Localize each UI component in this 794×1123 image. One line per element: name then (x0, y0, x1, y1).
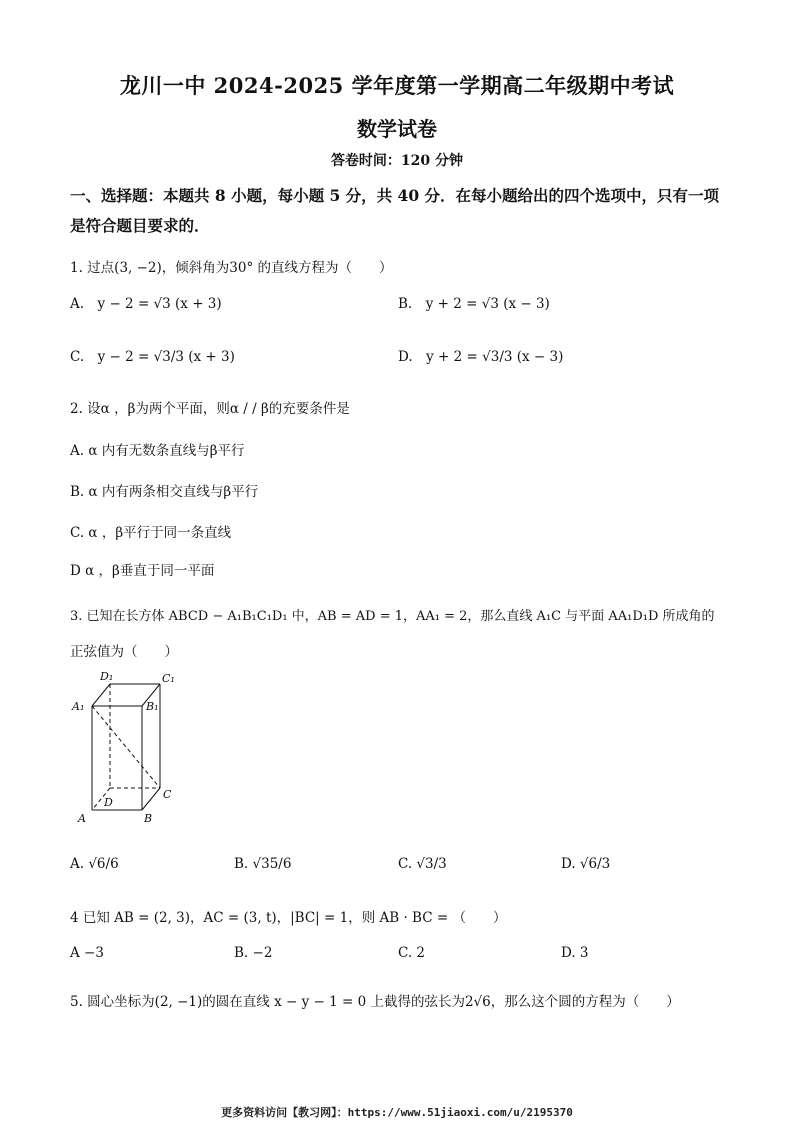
question-3-option-d: D. √6/3 (561, 856, 611, 872)
question-1-option-b: B. y + 2 = √3 (x − 3) (398, 296, 550, 312)
vertex-label-b1: B₁ (146, 700, 159, 713)
question-3-option-a: A. √6/6 (70, 856, 119, 872)
question-4-option-b: B. −2 (234, 945, 273, 961)
question-1-option-d: D. y + 2 = √3/3 (x − 3) (398, 349, 564, 365)
question-3-stem-line2: 正弦值为（ ） (70, 644, 178, 660)
section-instruction-line2: 是符合题目要求的． (70, 216, 210, 235)
question-4-stem: 4 已知 AB = (2, 3)，AC = (3, t)，|BC| = 1，则 AB · BC = （ ） (70, 910, 507, 926)
footer-link-text[interactable]: 更多资料访问【教习网】：https://www.51jiaoxi.com/u/2195370 (221, 1106, 573, 1119)
exam-time: 答卷时间：120 分钟 (330, 153, 464, 169)
question-2-option-a: A. α 内有无数条直线与β平行 (70, 443, 245, 459)
question-2-option-b: B. α 内有两条相交直线与β平行 (70, 484, 259, 500)
question-3-option-b: B. √35/6 (234, 856, 292, 872)
vertex-label-d: D (104, 796, 113, 809)
question-5-stem: 5. 圆心坐标为(2, −1)的圆在直线 x − y − 1 = 0 上截得的弦长为2√6，那么这个圆的方程为（ ） (70, 994, 680, 1010)
question-1-option-a: A. y − 2 = √3 (x + 3) (70, 296, 222, 312)
exam-subject: 数学试卷 (357, 117, 437, 141)
question-2-stem: 2. 设α ，β为两个平面，则α / / β的充要条件是 (70, 401, 350, 417)
question-1-option-c: C. y − 2 = √3/3 (x + 3) (70, 349, 235, 365)
exam-title: 龙川一中 2024-2025 学年度第一学期高二年级期中考试 (119, 73, 675, 98)
vertex-label-a: A (78, 812, 86, 825)
question-4-option-a: A −3 (70, 945, 104, 961)
section-instruction-line1: 一、选择题：本题共 8 小题，每小题 5 分，共 40 分．在每小题给出的四个选项中，只有一项 (70, 186, 720, 205)
vertex-label-b: B (144, 812, 153, 825)
vertex-label-c1: C₁ (162, 672, 175, 685)
vertex-label-c: C (163, 788, 172, 801)
question-3-option-c: C. √3/3 (398, 856, 447, 872)
vertex-label-d1: D₁ (100, 670, 114, 683)
question-2-option-d: D α ，β垂直于同一平面 (70, 563, 215, 579)
question-4-option-d: D. 3 (561, 945, 589, 961)
question-3-stem-line1: 3. 已知在长方体 ABCD − A₁B₁C₁D₁ 中，AB = AD = 1，AA₁ = 2，那么直线 A₁C 与平面 AA₁D₁D 所成角的 (70, 609, 715, 624)
question-1-stem: 1. 过点(3, −2)，倾斜角为30° 的直线方程为（ ） (70, 260, 393, 276)
vertex-label-a1: A₁ (72, 700, 85, 713)
question-2-option-c: C. α ，β平行于同一条直线 (70, 525, 232, 541)
cuboid-figure (70, 668, 190, 828)
question-4-option-c: C. 2 (398, 945, 426, 961)
